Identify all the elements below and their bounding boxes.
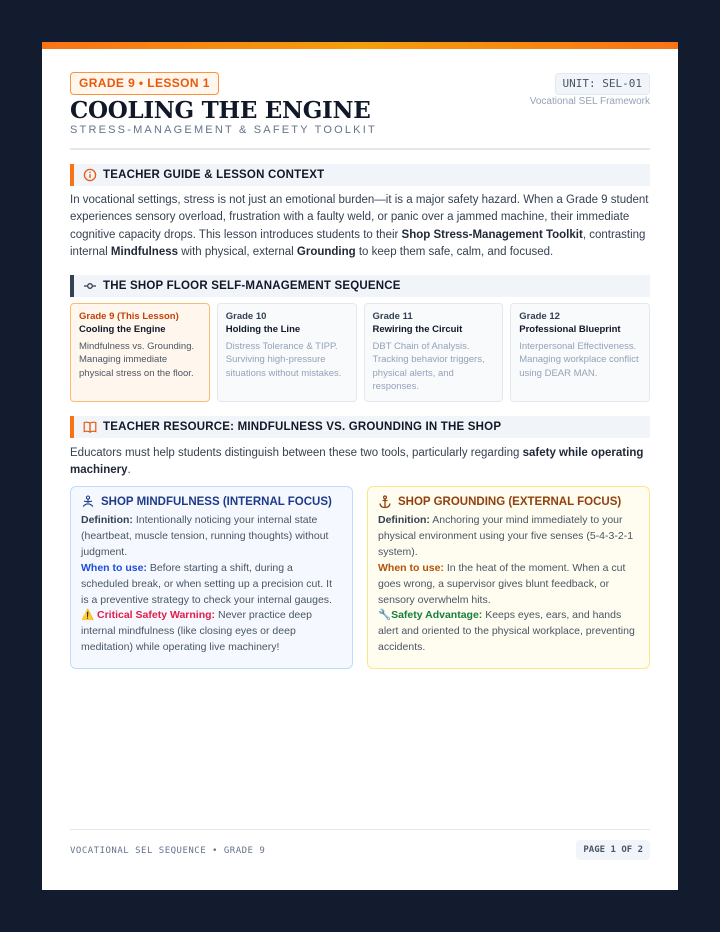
section-heading-text: THE SHOP FLOOR SELF-MANAGEMENT SEQUENCE (103, 280, 401, 292)
card-title: Professional Blueprint (519, 324, 621, 335)
lesson-context-paragraph: In vocational settings, stress is not just an emotional burden—it is a major safety hazard. When a Grade 9 student experiences sensory overload, frustration with a faulty weld, or panic over a jammed machine, their immediate cognitive capacity drops. This lesson introduces students to their Shop Stress-Management Toolkit, contrasting internal Mindfulness with physical, external Grounding to keep them safe, calm, and focused. (70, 194, 649, 259)
resource-intro-paragraph: Educators must help students distinguish between these two tools, particularly regarding safety while operating machinery. (70, 447, 644, 477)
anchor-icon (378, 495, 392, 509)
grade-card (364, 303, 504, 402)
footer-divider (70, 829, 650, 830)
card-grade: Grade 11 (372, 311, 413, 322)
page-title: COOLING THE ENGINE (70, 97, 371, 124)
card-description: Distress Tolerance & TIPP. Surviving high-pressure situations without mistakes. (225, 341, 342, 379)
card-description: Mindfulness vs. Grounding. Managing immediate physical stress on the floor. (79, 341, 195, 379)
card-grade: Grade 10 (225, 311, 267, 322)
section-sequence-heading (70, 275, 650, 297)
card-title: Rewiring the Circuit (372, 324, 463, 335)
commit-icon (83, 279, 97, 293)
header-divider (70, 148, 650, 150)
warning-icon: ⚠️ (81, 609, 95, 622)
card-description: DBT Chain of Analysis. Tracking behavior triggers, physical alerts, and responses. (372, 341, 485, 393)
grade-card (510, 303, 650, 402)
framework-label: Vocational SEL Framework (529, 96, 650, 107)
page-subtitle: STRESS-MANAGEMENT & SAFETY TOOLKIT (70, 124, 377, 136)
accent-bar (42, 42, 678, 49)
section-heading-text: TEACHER RESOURCE: MINDFULNESS VS. GROUNDING IN THE SHOP (103, 421, 502, 433)
page-number: PAGE 1 OF 2 (576, 840, 650, 860)
card-grade: Grade 9 (This Lesson) (79, 311, 179, 322)
lesson-badge: GRADE 9 • LESSON 1 (70, 72, 219, 95)
document-page (42, 42, 678, 890)
mindfulness-panel (70, 486, 353, 669)
section-heading-text: TEACHER GUIDE & LESSON CONTEXT (103, 169, 325, 181)
book-icon (83, 420, 97, 434)
info-icon (83, 168, 97, 182)
section-teacher-guide-heading (70, 164, 650, 186)
wrench-icon: 🔧 (378, 609, 392, 622)
card-title: Cooling the Engine (79, 324, 166, 335)
mindfulness-safety-warning: ⚠️ Critical Safety Warning: Never practice deep internal mindfulness (like closing eyes or deep meditation) while operating live machinery! (81, 609, 312, 654)
grounding-panel (367, 486, 650, 669)
grounding-safety-advantage: 🔧Safety Advantage: Keeps eyes, ears, and hands alert and oriented to the physical workplace, preventing accidents. (378, 609, 635, 654)
grade-card (70, 303, 210, 402)
grade-card (217, 303, 357, 402)
mindfulness-when-to-use: When to use: Before starting a shift, during a scheduled break, or when setting up a precision cut. It is a preventive strategy to check your internal gauges. (81, 561, 332, 606)
card-description: Interpersonal Effectiveness. Managing workplace conflict using DEAR MAN. (519, 341, 639, 379)
grade-sequence-cards (70, 303, 650, 402)
unit-badge: UNIT: SEL-01 (555, 73, 650, 95)
section-teacher-resource-heading (70, 416, 650, 438)
grounding-heading: SHOP GROUNDING (EXTERNAL FOCUS) (378, 495, 639, 509)
meditation-icon (81, 495, 95, 509)
grounding-definition: Definition: Anchoring your mind immediately to your physical environment using your five senses (5-4-3-2-1 system). (378, 514, 634, 558)
footer-label: VOCATIONAL SEL SEQUENCE • GRADE 9 (70, 846, 266, 856)
card-grade: Grade 12 (519, 311, 560, 322)
mindfulness-definition: Definition: Intentionally noticing your internal state (heartbeat, muscle tension, running thoughts) without judgment. (81, 514, 329, 558)
card-title: Holding the Line (225, 324, 301, 335)
mindfulness-heading: SHOP MINDFULNESS (INTERNAL FOCUS) (81, 495, 342, 509)
grounding-when-to-use: When to use: In the heat of the moment. When a cut goes wrong, a supervisor gives blunt feedback, or sensory overwhelm hits. (378, 561, 626, 606)
